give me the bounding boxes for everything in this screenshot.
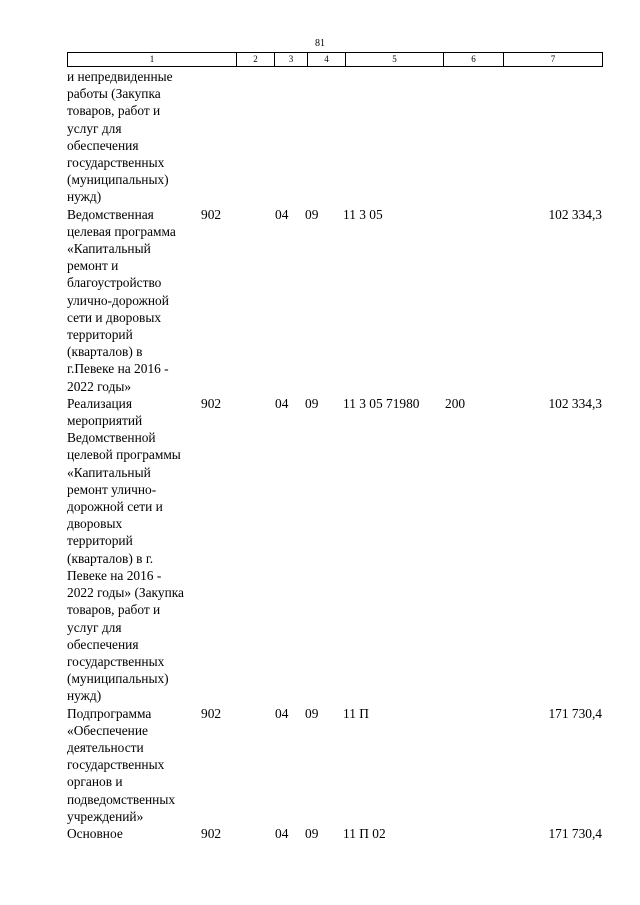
row-cell-c6: 200 xyxy=(445,395,466,411)
row-cell-c2: 902 xyxy=(201,206,222,222)
row-name-line: Ведомственной xyxy=(67,430,156,446)
row-name-line: обеспечения xyxy=(67,636,139,652)
row-name-line: «Капитальный xyxy=(67,241,151,257)
row-cell-c4: 09 xyxy=(305,825,319,841)
column-header-7: 7 xyxy=(504,53,603,67)
row-name-line: 2022 годы» (Закупка xyxy=(67,585,184,601)
table-row xyxy=(67,206,602,395)
row-name-line: ремонт и xyxy=(67,258,119,274)
row-cell-c7: 171 730,4 xyxy=(548,705,602,721)
row-name-line: сети и дворовых xyxy=(67,309,162,325)
row-name-line: ремонт улично- xyxy=(67,481,157,497)
row-cell-c7: 102 334,3 xyxy=(548,395,602,411)
row-cell-c5: 11 П 02 xyxy=(343,825,386,841)
row-name-line: территорий xyxy=(67,327,133,343)
table-row xyxy=(67,825,602,842)
row-name-line: Основное xyxy=(67,825,123,841)
row-cell-c3: 04 xyxy=(275,206,289,222)
row-name-line: (муниципальных) xyxy=(67,172,169,188)
row-cell-c2: 902 xyxy=(201,825,222,841)
column-header-6: 6 xyxy=(444,53,504,67)
row-cell-c5: 11 П xyxy=(343,705,369,721)
row-name-line: Ведомственная xyxy=(67,206,154,222)
table-row xyxy=(67,68,602,206)
row-cell-c7: 171 730,4 xyxy=(548,825,602,841)
budget-table-body xyxy=(67,68,602,842)
row-name-line: нужд) xyxy=(67,688,102,704)
row-name xyxy=(67,395,200,705)
table-row xyxy=(67,705,602,825)
row-name-line: дорожной сети и xyxy=(67,499,163,515)
row-name-line: товаров, работ и xyxy=(67,602,161,618)
row-cell-c4: 09 xyxy=(305,395,319,411)
row-name-line: целевой программы xyxy=(67,447,181,463)
row-name-line: услуг для xyxy=(67,120,122,136)
row-name-line: деятельности xyxy=(67,739,144,755)
row-name-line: «Капитальный xyxy=(67,464,151,480)
row-name-line: (муниципальных) xyxy=(67,671,169,687)
table-row xyxy=(67,395,602,705)
row-cell-c2: 902 xyxy=(201,395,222,411)
row-name-line: благоустройство xyxy=(67,275,162,291)
row-cell-c4: 09 xyxy=(305,206,319,222)
row-name-line: мероприятий xyxy=(67,413,143,429)
row-name-line: работы (Закупка xyxy=(67,86,161,102)
row-name-line: Реализация xyxy=(67,395,133,411)
page-number: 81 xyxy=(315,38,325,49)
row-cell-c4: 09 xyxy=(305,705,319,721)
row-name-line: обеспечения xyxy=(67,137,139,153)
row-cell-c5: 11 3 05 71980 xyxy=(343,395,420,411)
row-name-line: государственных xyxy=(67,757,165,773)
row-name-line: товаров, работ и xyxy=(67,103,161,119)
row-name-line: целевая программа xyxy=(67,223,176,239)
row-cell-c3: 04 xyxy=(275,395,289,411)
column-header-3: 3 xyxy=(275,53,308,67)
row-cell-c7: 102 334,3 xyxy=(548,206,602,222)
column-header-5: 5 xyxy=(346,53,444,67)
row-cell-c3: 04 xyxy=(275,825,289,841)
row-name-line: услуг для xyxy=(67,619,122,635)
row-name-line: г.Певеке на 2016 - xyxy=(67,361,169,377)
row-name-line: учреждений» xyxy=(67,808,144,824)
row-name xyxy=(67,68,200,206)
row-name-line: государственных xyxy=(67,155,165,171)
row-name xyxy=(67,206,200,395)
row-name-line: (кварталов) в xyxy=(67,344,143,360)
row-name-line: 2022 годы» xyxy=(67,378,132,394)
row-name-line: дворовых xyxy=(67,516,123,532)
column-header-4: 4 xyxy=(308,53,346,67)
row-name-line: улично-дорожной xyxy=(67,292,169,308)
row-name-line: органов и xyxy=(67,774,123,790)
row-name-line: (кварталов) в г. xyxy=(67,550,154,566)
row-cell-c3: 04 xyxy=(275,705,289,721)
column-header-row xyxy=(67,52,603,67)
row-name-line: «Обеспечение xyxy=(67,722,148,738)
row-name-line: Подпрограмма xyxy=(67,705,152,721)
row-name-line: территорий xyxy=(67,533,133,549)
row-cell-c2: 902 xyxy=(201,705,222,721)
row-name xyxy=(67,705,200,825)
row-cell-c5: 11 3 05 xyxy=(343,206,383,222)
row-name-line: нужд) xyxy=(67,189,102,205)
column-header-1: 1 xyxy=(68,53,237,67)
row-name-line: Певеке на 2016 - xyxy=(67,567,162,583)
row-name xyxy=(67,825,200,842)
row-name-line: подведомственных xyxy=(67,791,176,807)
row-name-line: и непредвиденные xyxy=(67,69,173,84)
column-header-2: 2 xyxy=(237,53,275,67)
row-name-line: государственных xyxy=(67,653,165,669)
